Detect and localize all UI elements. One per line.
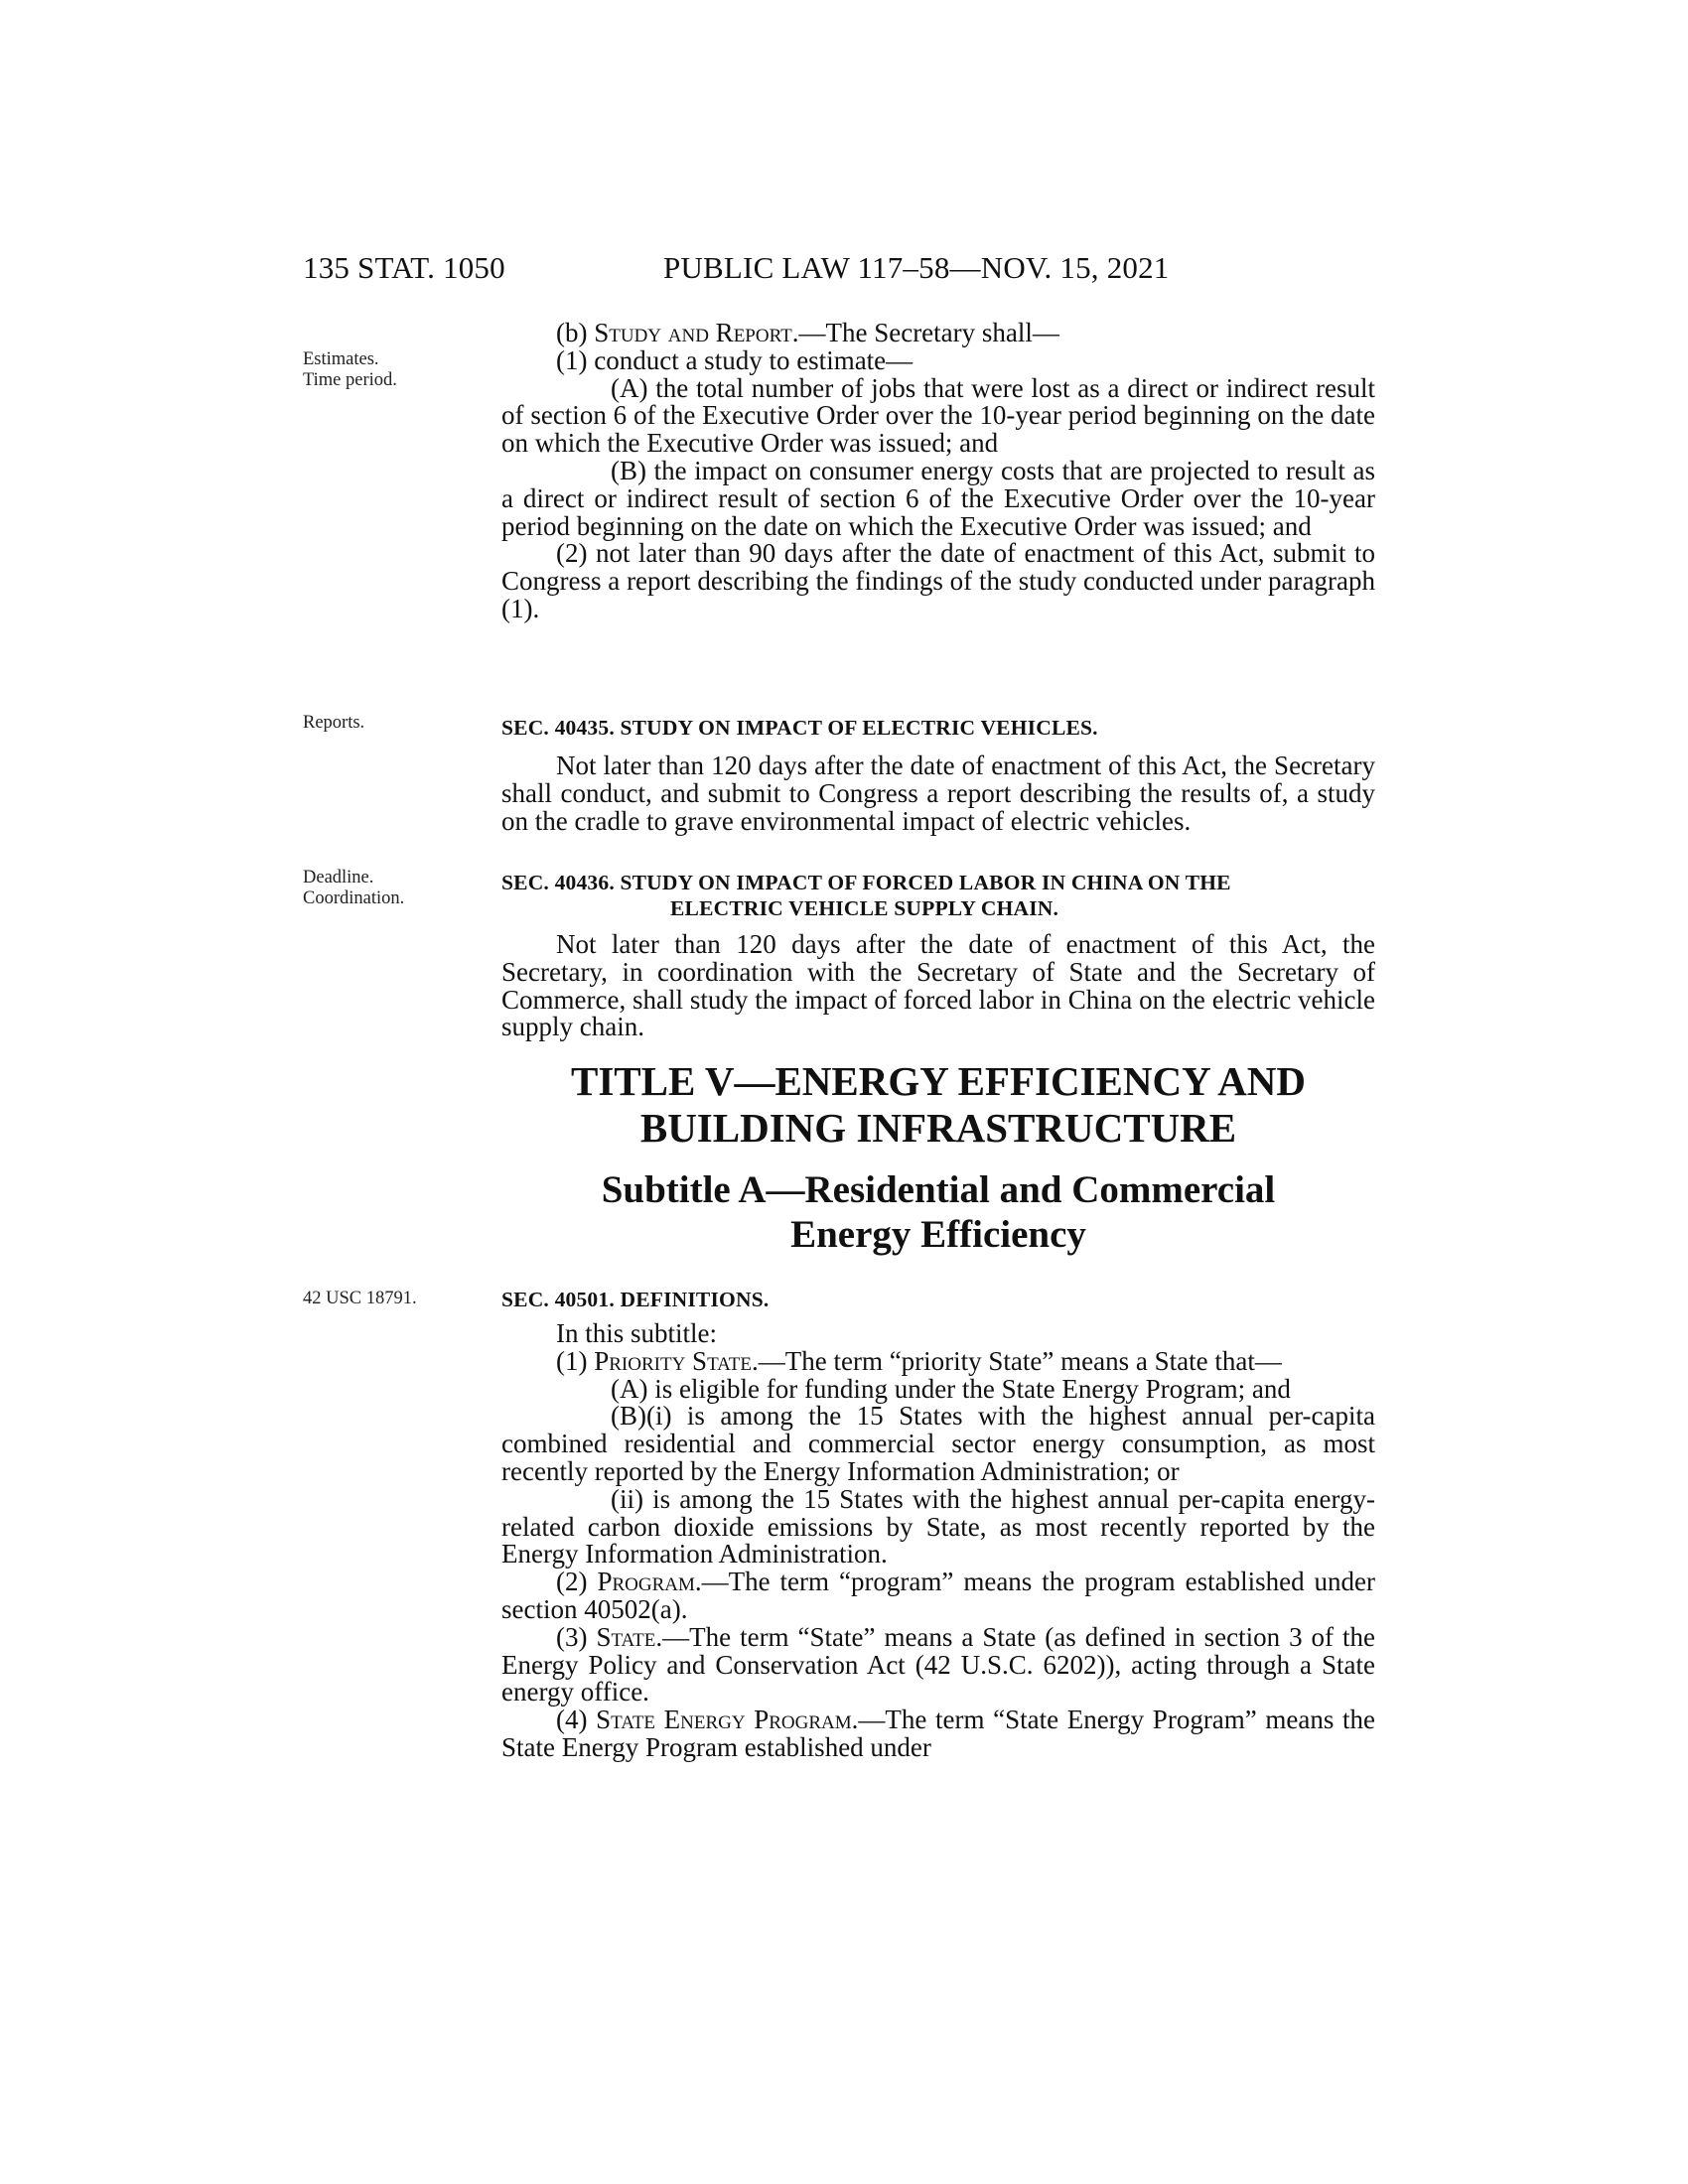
- subsection-b: [501, 320, 1375, 347]
- definition-text: .—The term “priority State” means a State that—: [751, 1345, 1282, 1376]
- definition-1-B-ii: (ii) is among the 15 States with the highest annual per-capita energy-related carbon dioxide emissions by State, as most recently reported by the Energy Information Administration.: [501, 1483, 1375, 1570]
- label: (b): [556, 318, 595, 347]
- section-heading-40435: SEC. 40435. STUDY ON IMPACT OF ELECTRIC VEHICLES.: [501, 716, 1098, 740]
- section-heading-40501: SEC. 40501. DEFINITIONS.: [501, 1288, 770, 1311]
- label: (2): [556, 1567, 598, 1597]
- definition-heading: Priority State: [594, 1345, 752, 1376]
- subsection-heading: Study and Report: [594, 318, 792, 347]
- title-v-heading: [501, 1058, 1375, 1152]
- heading-line: ELECTRIC VEHICLE SUPPLY CHAIN.: [670, 896, 1059, 920]
- definition-heading: Program: [597, 1567, 695, 1597]
- section-text: Not later than 120 days after the date of enactment of this Act, the Secretary, in coordination with the Secretary of State and the Secretary of Commerce, shall study the impact of forced labor in China on the electric vehicle supply chain.: [501, 929, 1375, 1042]
- section-intro: In this subtitle:: [556, 1318, 717, 1348]
- margin-note-line: Deadline.: [303, 868, 374, 887]
- section-40435-body: [501, 752, 1375, 835]
- margin-note-reports: [303, 713, 501, 734]
- margin-note-line: Time period.: [303, 370, 397, 390]
- label: (4): [556, 1705, 597, 1735]
- study-and-report-block: [501, 320, 1375, 623]
- definition-1-B-i: (B)(i) is among the 15 States with the highest annual per-capita combined residential and commercial sector energy consumption, as most recently reported by the Energy Information Administration; or: [501, 1401, 1375, 1486]
- definition-text: .—The term “State Energy Program” means the State Energy Program established under: [501, 1705, 1375, 1762]
- subparagraph-B: (B) the impact on consumer energy costs that are projected to result as a direct or indirect result of section 6 of the Executive Order over the 10-year period beginning on the date on which the Executive Order was issued; and: [501, 455, 1375, 541]
- definition-heading: State Energy Program: [596, 1705, 852, 1735]
- definition-4: [501, 1706, 1375, 1762]
- margin-note-deadline: [303, 868, 501, 909]
- definition-heading: State: [596, 1621, 656, 1652]
- margin-note-line: Reports.: [303, 713, 365, 733]
- margin-note-estimates: [303, 349, 501, 391]
- definition-1-A: (A) is eligible for funding under the State Energy Program; and: [611, 1373, 1291, 1404]
- subtitle-line: Energy Efficiency: [790, 1213, 1086, 1256]
- section-40436-body: [501, 931, 1375, 1041]
- definition-1: [501, 1345, 1375, 1376]
- label: (3): [556, 1621, 597, 1652]
- label: (1): [556, 1345, 595, 1376]
- definition-text: .—The term “State” means a State (as defined in section 3 of the Energy Policy and Conservation Act (42 U.S.C. 6202)), acting through a State energy office.: [501, 1621, 1375, 1707]
- subparagraph-A: (A) the total number of jobs that were lost as a direct or indirect result of section 6 of the Executive Order over the 10-year period beginning on the date on which the Executive Order was issued; and: [501, 372, 1375, 459]
- subtitle-a-heading: [501, 1167, 1375, 1257]
- heading-line: SEC. 40436. STUDY ON IMPACT OF FORCED LABOR IN CHINA ON THE: [501, 871, 1231, 894]
- public-law-date: PUBLIC LAW 117–58—NOV. 15, 2021: [663, 250, 1170, 285]
- definition-text: .—The term “program” means the program established under section 40502(a).: [501, 1567, 1376, 1624]
- paragraph-1: (1) conduct a study to estimate—: [556, 344, 914, 375]
- margin-note-line: 42 USC 18791.: [303, 1289, 417, 1308]
- subtitle-line: Subtitle A—Residential and Commercial: [601, 1168, 1276, 1211]
- section-text: Not later than 120 days after the date of enactment of this Act, the Secretary shall conduct, and submit to Congress a report describing the results of, a study on the cradle to grave environmental impact of electric vehicles.: [501, 751, 1375, 836]
- title-line: TITLE V—ENERGY EFFICIENCY AND: [570, 1058, 1307, 1104]
- section-40501-body: [501, 1320, 1375, 1762]
- section-heading-40436: [501, 870, 1375, 921]
- stat-page-number: 135 STAT. 1050: [303, 250, 505, 285]
- title-line: BUILDING INFRASTRUCTURE: [639, 1105, 1237, 1151]
- definition-3: [501, 1621, 1375, 1707]
- definition-2: [501, 1569, 1375, 1624]
- margin-note-line: Estimates.: [303, 349, 379, 369]
- margin-note-line: Coordination.: [303, 888, 405, 908]
- subsection-text: .—The Secretary shall—: [791, 318, 1059, 347]
- margin-note-usc: [303, 1289, 501, 1309]
- paragraph-2: (2) not later than 90 days after the date of enactment of this Act, submit to Congress a report describing the findings of the study conducted under paragraph (1).: [501, 538, 1375, 623]
